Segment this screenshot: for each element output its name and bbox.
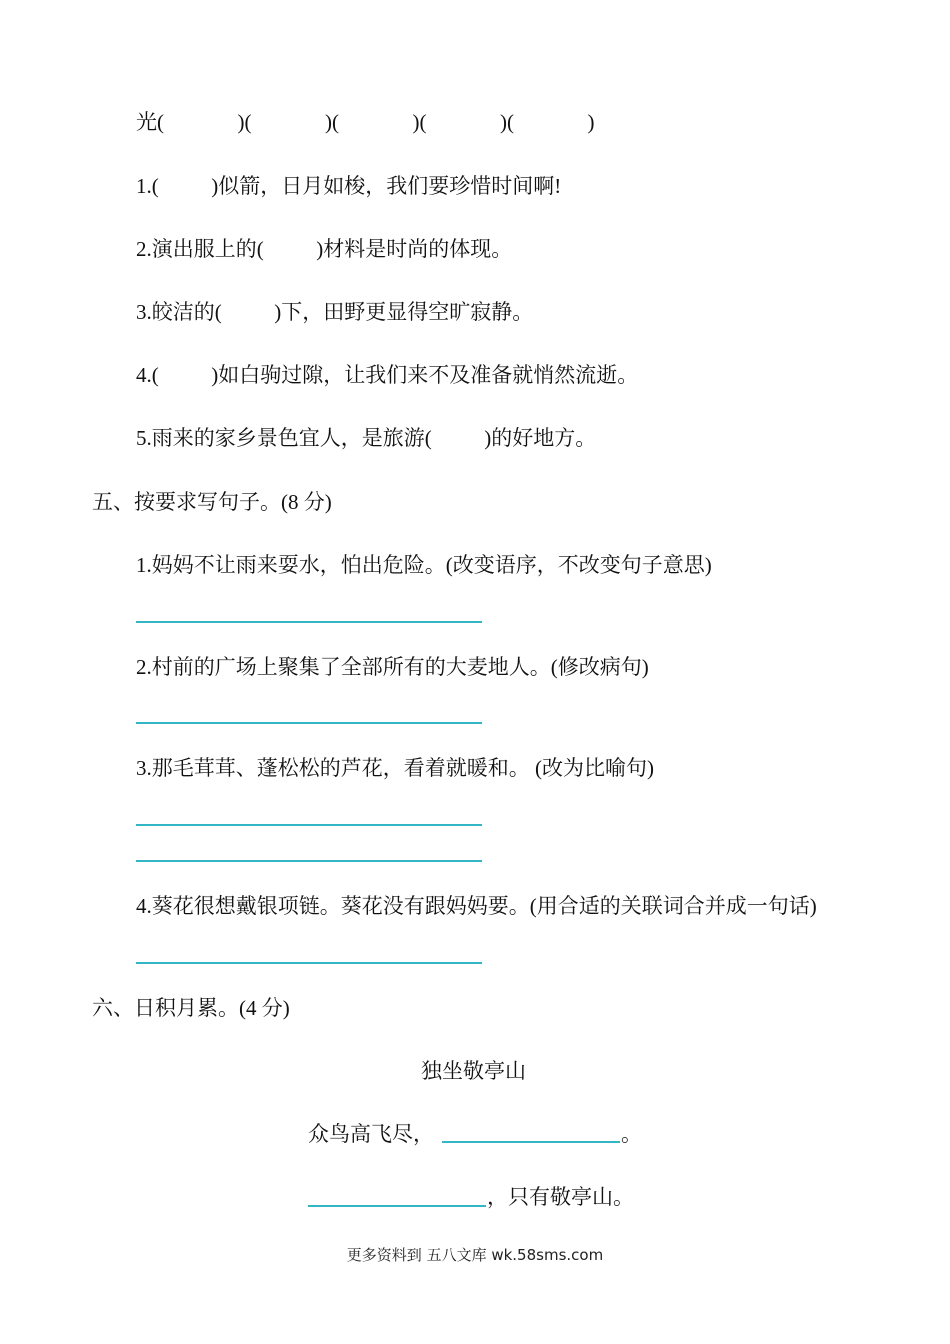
- poem-line2-suffix: ，只有敬亭山。: [487, 1185, 634, 1209]
- answer-line-4[interactable]: [136, 962, 482, 964]
- fill-item-5: 5.雨来的家乡景色宜人，是旅游( )的好地方。: [136, 426, 597, 450]
- fill-item-2: 2.演出服上的( )材料是时尚的体现。: [136, 237, 513, 261]
- fill-item-1: 1.( )似箭，日月如梭，我们要珍惜时间啊!: [136, 174, 562, 198]
- guang-compound-row: 光( )( )( )( )( ): [136, 110, 595, 134]
- poem-blank-2[interactable]: [308, 1205, 486, 1207]
- poem-blank-1[interactable]: [442, 1141, 620, 1143]
- section5-item-4: 4.葵花很想戴银项链。葵花没有跟妈妈要。(用合适的关联词合并成一句话): [136, 894, 817, 918]
- answer-line-2[interactable]: [136, 722, 482, 724]
- poem-line1-suffix: 。: [621, 1122, 642, 1146]
- section6-heading: 六、日积月累。(4 分): [92, 996, 290, 1020]
- poem-line1-prefix: 众鸟高飞尽，: [308, 1122, 434, 1146]
- section5-heading: 五、按要求写句子。(8 分): [92, 490, 332, 514]
- answer-line-1[interactable]: [136, 621, 482, 623]
- section5-item-1: 1.妈妈不让雨来耍水，怕出危险。(改变语序，不改变句子意思): [136, 553, 712, 577]
- section5-item-2: 2.村前的广场上聚集了全部所有的大麦地人。(修改病句): [136, 655, 649, 679]
- poem-title: 独坐敬亭山: [421, 1059, 526, 1083]
- footer-source: 更多资料到 五八文库 wk.58sms.com: [346, 1246, 604, 1264]
- fill-item-3: 3.皎洁的( )下，田野更显得空旷寂静。: [136, 300, 534, 324]
- answer-line-3b[interactable]: [136, 860, 482, 862]
- section5-item-3: 3.那毛茸茸、蓬松松的芦花，看着就暖和。 (改为比喻句): [136, 756, 654, 780]
- answer-line-3a[interactable]: [136, 824, 482, 826]
- fill-item-4: 4.( )如白驹过隙，让我们来不及准备就悄然流逝。: [136, 363, 639, 387]
